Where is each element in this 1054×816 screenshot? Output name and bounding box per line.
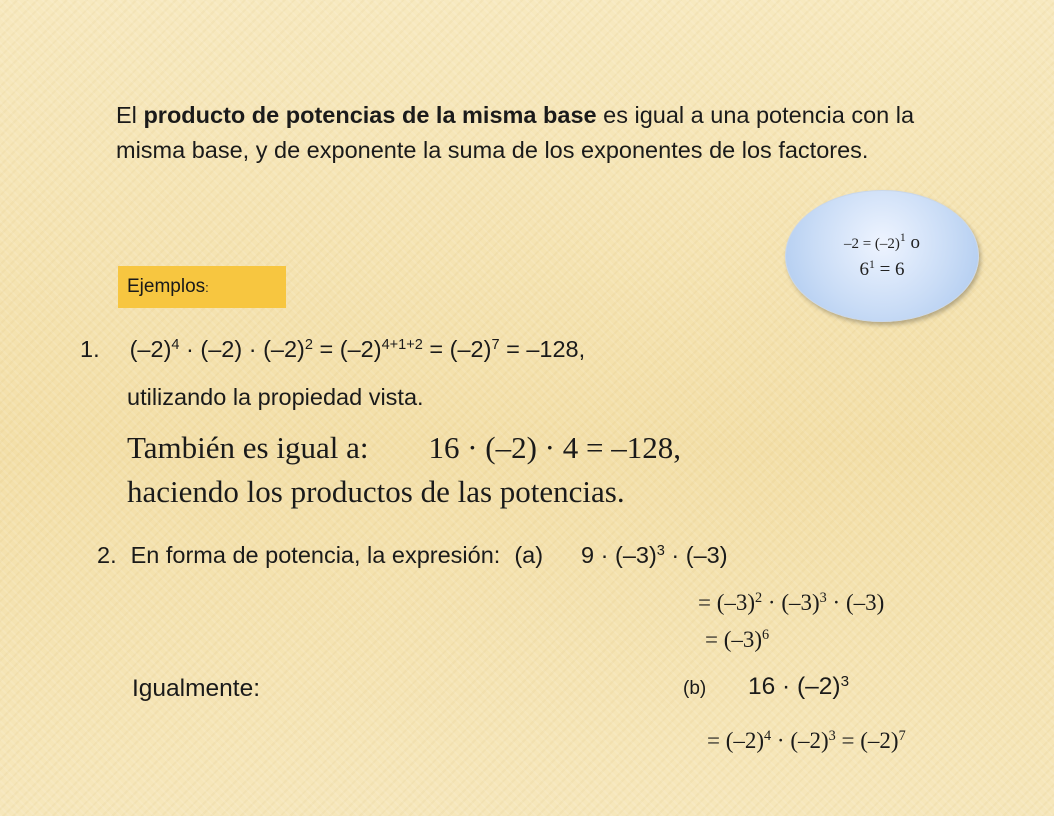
example-1-number: 1. [80,336,100,362]
example-2-statement: 2. En forma de potencia, la expresión: (a) $9 \cdot (-3)^3 \cdot (-3)$ [97,542,728,568]
part-b-label: (b) [683,678,707,699]
note-line-1: $-2 = (-2)^1$ o [843,231,921,253]
example-2-number: 2. [97,542,117,568]
example-1-alternative: También es igual a: 16 · (–2) · 4 = –128, [127,430,681,465]
part-b-step: = $(-2)^4 \cdot (-2)^3 = (-2)^7$ [707,728,906,753]
note-bubble [785,190,979,322]
part-a-step-2: = $(-3)^6$ [705,627,770,652]
part-b-expression: $16 \cdot (-2)^3$ [748,672,850,700]
part-a-step-1: = $(-3)^2 \cdot (-3)^3 \cdot (-3)$ [698,590,885,615]
definition-bold-text: producto de potencias de la misma base [143,102,597,128]
examples-label: Ejemplos : [118,266,286,308]
example-1-alternative-note: haciendo los productos de las potencias. [127,474,625,509]
likewise-label: Igualmente: [132,675,261,702]
note-line-2: $6^1 = 6$ [859,258,905,280]
example-1-equation: 1. $(-2)^4 \cdot (-2) \cdot (-2)^2 = (-2)^{4+1+2} = (-2)^7 = -128$, [80,336,586,362]
example-1-explanation: utilizando la propiedad vista. [127,384,424,410]
definition-paragraph: El producto de potencias de la misma base es igual a una potencia con la misma base, y de exponente la suma de los exponentes de los factores. [116,102,915,163]
part-a-label: (a) [514,542,544,568]
